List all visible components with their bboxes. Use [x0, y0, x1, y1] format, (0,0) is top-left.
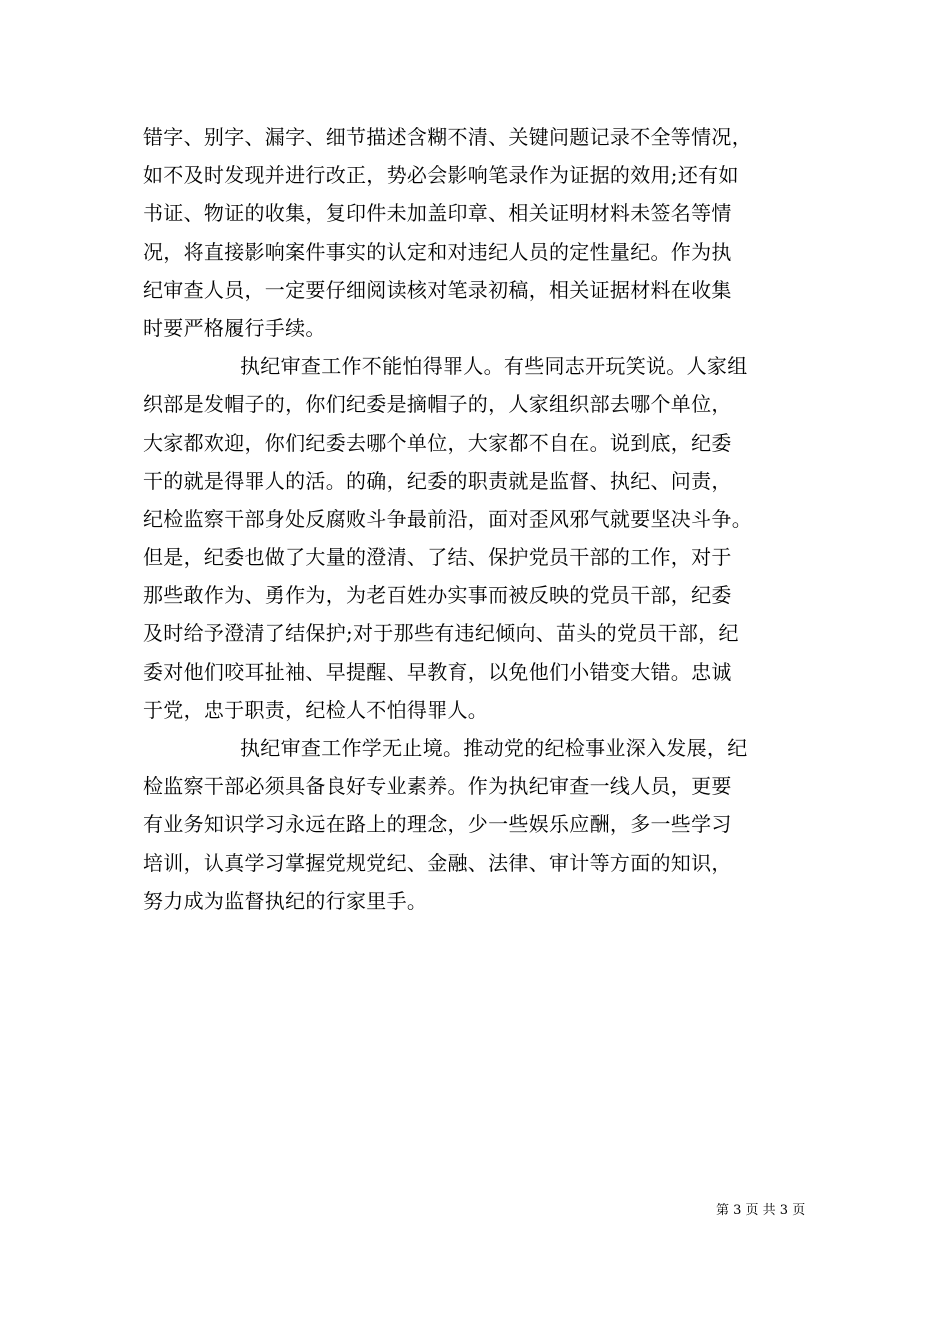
text-line: 但是，纪委也做了大量的澄清、了结、保护党员干部的工作，对于: [143, 545, 732, 570]
text-line: 时要严格履行手续。: [143, 315, 326, 340]
page-number-footer: 第 3 页 共 3 页: [716, 1203, 806, 1218]
text-line: 纪检监察干部身处反腐败斗争最前沿，面对歪风邪气就要坚决斗争。: [143, 506, 752, 531]
text-line: 于党，忠于职责，纪检人不怕得罪人。: [143, 697, 489, 722]
text-line: 错字、别字、漏字、细节描述含糊不清、关键问题记录不全等情况，: [143, 125, 752, 149]
text-line: 书证、物证的收集，复印件未加盖印章、相关证明材料未签名等情: [143, 201, 732, 226]
text-line-indented: 执纪审查工作不能怕得罪人。有些同志开玩笑说。人家组: [240, 354, 748, 379]
text-line-indented: 执纪审查工作学无止境。推动党的纪检事业深入发展，纪: [240, 736, 748, 760]
text-line: 委对他们咬耳扯袖、早提醒、早教育，以免他们小错变大错。忠诚: [143, 659, 732, 684]
document-body: [143, 118, 823, 920]
text-line: 纪审查人员，一定要仔细阅读核对笔录初稿，相关证据材料在收集: [143, 277, 732, 302]
paragraph-1: [143, 118, 823, 347]
text-line: 那些敢作为、勇作为，为老百姓办实事而被反映的党员干部，纪委: [143, 583, 732, 608]
text-line: 大家都欢迎，你们纪委去哪个单位，大家都不自在。说到底，纪委: [143, 430, 732, 455]
text-line: 及时给予澄清了结保护;对于那些有违纪倾向、苗头的党员干部，纪: [143, 621, 739, 646]
paragraph-3: [143, 729, 823, 920]
text-line: 织部是发帽子的，你们纪委是摘帽子的，人家组织部去哪个单位，: [143, 392, 732, 417]
text-line: 检监察干部必须具备良好专业素养。作为执纪审查一线人员，更要: [143, 774, 732, 799]
paragraph-2: [143, 347, 823, 729]
text-line: 如不及时发现并进行改正，势必会影响笔录作为证据的效用;还有如: [143, 163, 739, 188]
text-line: 干的就是得罪人的活。的确，纪委的职责就是监督、执纪、问责，: [143, 468, 732, 493]
text-line: 努力成为监督执纪的行家里手。: [143, 888, 428, 913]
text-line: 培训，认真学习掌握党规党纪、金融、法律、审计等方面的知识，: [143, 850, 732, 875]
text-line: 况，将直接影响案件事实的认定和对违纪人员的定性量纪。作为执: [143, 239, 732, 264]
text-line: 有业务知识学习永远在路上的理念，少一些娱乐应酬，多一些学习: [143, 812, 732, 837]
